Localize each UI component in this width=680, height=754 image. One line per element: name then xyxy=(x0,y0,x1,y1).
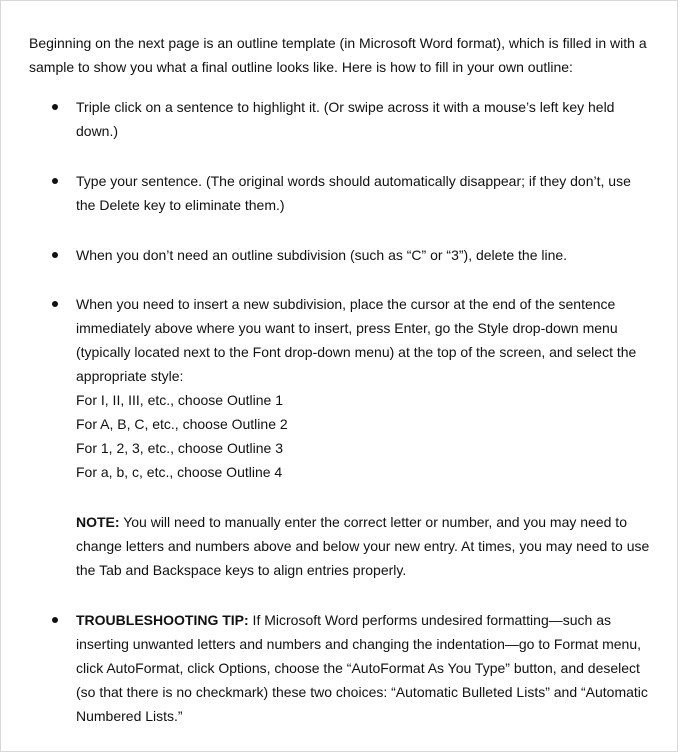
tip-text: If Microsoft Word performs undesired formatting—such as xyxy=(248,612,611,628)
note-line: the Tab and Backspace keys to align entries properly. xyxy=(76,562,407,578)
outline-style-line: For 1, 2, 3, etc., choose Outline 3 xyxy=(76,440,283,456)
intro-line: sample to show you what a final outline looks like. Here is how to fill in your own outline: xyxy=(29,59,573,75)
note-block xyxy=(76,510,661,582)
list-item-text xyxy=(76,243,661,267)
text-line: inserting unwanted letters and numbers and changing the indentation—go to Format menu, xyxy=(76,636,642,652)
note-line xyxy=(76,510,661,534)
note-text: You will need to manually enter the correct letter or number, and you may need to xyxy=(119,514,627,530)
text-line: When you don’t need an outline subdivision (such as “C” or “3”), delete the line. xyxy=(76,247,568,263)
bullet-icon xyxy=(52,617,58,623)
outline-style-line: For A, B, C, etc., choose Outline 2 xyxy=(76,416,288,432)
text-line: Numbered Lists.” xyxy=(76,708,183,724)
bullet-icon xyxy=(52,178,58,184)
text-line: (typically located next to the Font drop-down menu) at the top of the screen, and select the xyxy=(76,344,637,360)
tip-line xyxy=(76,608,661,632)
intro-line: Beginning on the next page is an outline template (in Microsoft Word format), which is filled in with a xyxy=(29,35,647,51)
text-line: (so that there is no checkmark) these two choices: “Automatic Bulleted Lists” and “Automatic xyxy=(76,684,648,700)
list-item-text xyxy=(76,95,661,143)
list-item-text xyxy=(76,608,661,728)
text-line: Triple click on a sentence to highlight it. (Or swipe across it with a mouse’s left key held xyxy=(76,99,615,115)
bullet-icon xyxy=(52,301,58,307)
text-line: the Delete key to eliminate them.) xyxy=(76,197,285,213)
text-line: Type your sentence. (The original words should automatically disappear; if they don’t, use xyxy=(76,173,631,189)
outline-style-line: For I, II, III, etc., choose Outline 1 xyxy=(76,392,283,408)
note-line: change letters and numbers above and below your new entry. At times, you may need to use xyxy=(76,538,650,554)
text-line: immediately above where you want to insert, press Enter, go the Style drop-down menu xyxy=(76,320,618,336)
note-label: NOTE: xyxy=(76,514,120,530)
outline-style-line: For a, b, c, etc., choose Outline 4 xyxy=(76,464,283,480)
text-line: appropriate style: xyxy=(76,368,184,384)
bullet-icon xyxy=(52,104,58,110)
intro-paragraph xyxy=(29,31,659,79)
bullet-icon xyxy=(52,252,58,258)
text-line: click AutoFormat, click Options, choose the “AutoFormat As You Type” button, and deselect xyxy=(76,660,640,676)
tip-label: TROUBLESHOOTING TIP: xyxy=(76,612,249,628)
list-item-text xyxy=(76,292,661,484)
list-item-text xyxy=(76,169,661,217)
text-line: When you need to insert a new subdivision, place the cursor at the end of the sentence xyxy=(76,296,616,312)
text-line: down.) xyxy=(76,123,119,139)
